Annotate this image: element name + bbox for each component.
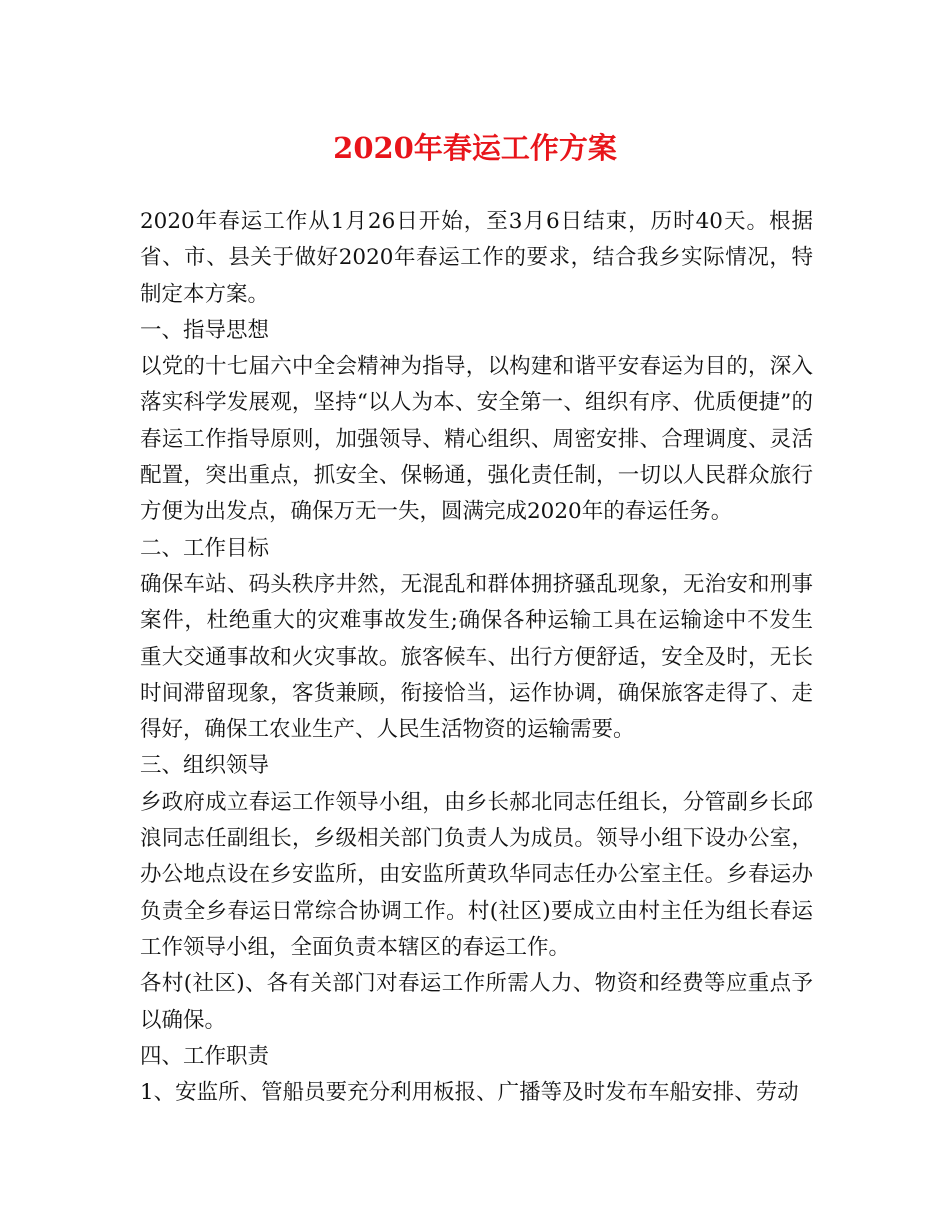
section-heading-work-goals: 二、工作目标 [140,535,270,561]
section-heading-guiding-ideology: 一、指导思想 [140,317,270,343]
section-heading-organization: 三、组织领导 [140,753,270,779]
document-title: 2020年春运工作方案 [333,131,617,165]
work-goals-paragraph: 确保车站、码头秩序井然，无混乱和群体拥挤骚乱现象，无治安和刑事案件，杜绝重大的灾难事故发生;确保各种运输工具在运输途中不发生重大交通事故和火灾事故。旅客候车、出行方便舒适，安全及时，无长时间滞留现象，客货兼顾，衔接恰当，运作协调，确保旅客走得了、走得好，确保工农业生产、人民生活物资的运输需要。 [140,571,813,743]
intro-paragraph: 2020年春运工作从1月26日开始，至3月6日结束，历时40天。根据省、市、县关于做好2020年春运工作的要求，结合我乡实际情况，特制定本方案。 [140,209,813,307]
guiding-ideology-paragraph: 以党的十七届六中全会精神为指导，以构建和谐平安春运为目的，深入落实科学发展观，坚持“以人为本、安全第一、组织有序、优质便捷”的春运工作指导原则，加强领导、精心组织、周密安排、合理调度、灵活配置，突出重点，抓安全、保畅通，强化责任制，一切以人民群众旅行方便为出发点，确保万无一失，圆满完成2020年的春运任务。 [140,354,813,525]
organization-paragraph: 乡政府成立春运工作领导小组，由乡长郝北同志任组长，分管副乡长邱浪同志任副组长，乡级相关部门负责人为成员。领导小组下设办公室，办公地点设在乡安监所，由安监所黄玖华同志任办公室主任。乡春运办负责全乡春运日常综合协调工作。村(社区)要成立由村主任为组长春运工作领导小组，全面负责本辖区的春运工作。 [140,789,813,960]
organization-support-paragraph: 各村(社区)、各有关部门对春运工作所需人力、物资和经费等应重点予以确保。 [140,971,813,1033]
document-body [140,204,813,1111]
responsibilities-paragraph-1: 1、安监所、管船员要充分利用板报、广播等及时发布车船安排、劳动 [140,1080,799,1106]
section-heading-responsibilities: 四、工作职责 [140,1043,270,1069]
